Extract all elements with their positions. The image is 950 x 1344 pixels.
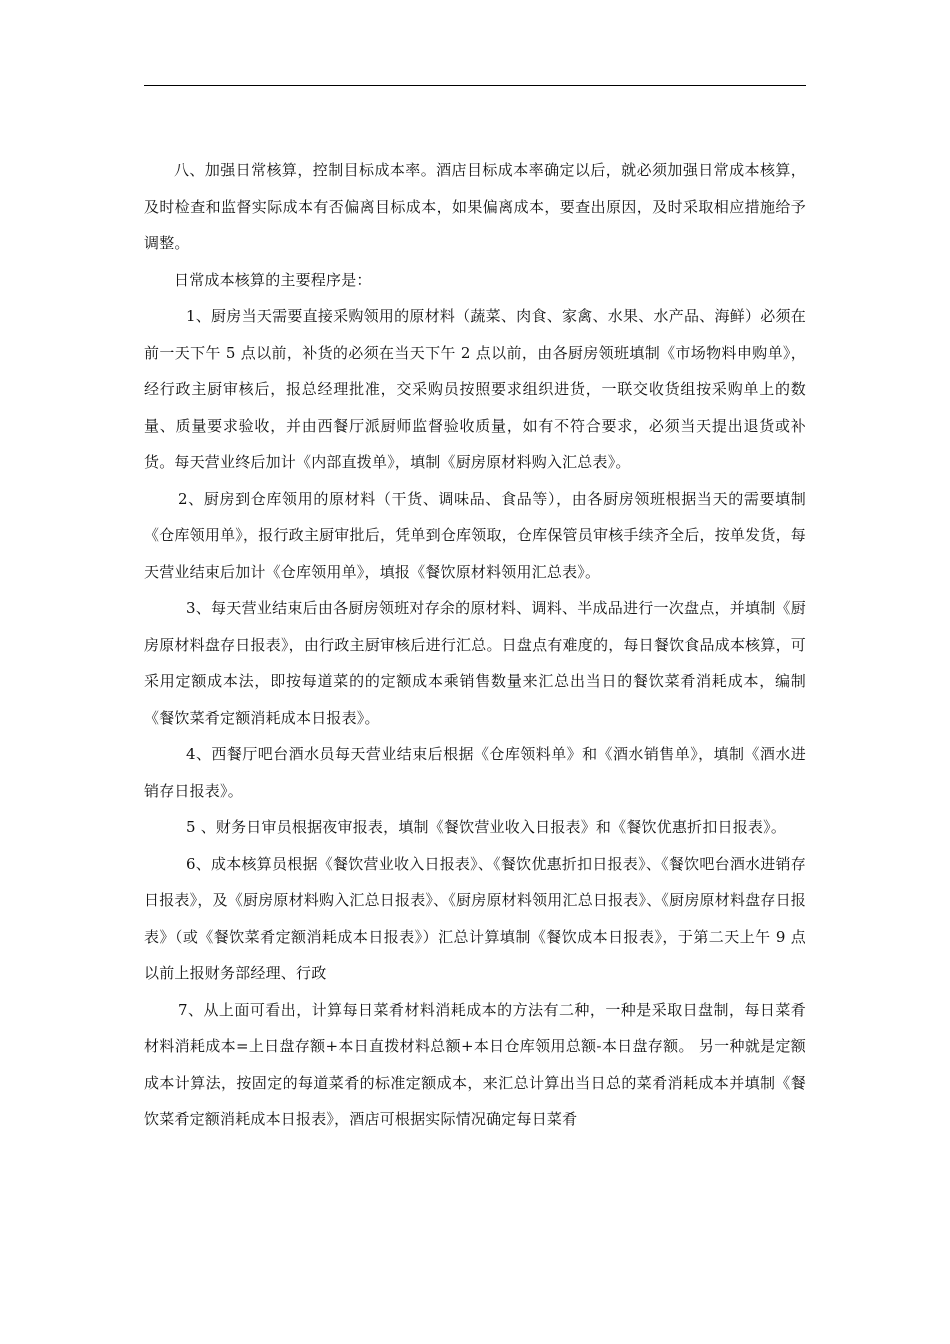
- paragraph-step-2: 2、厨房到仓库领用的原材料（干货、调味品、食品等），由各厨房领班根据当天的需要填制《仓库领用单》，报行政主厨审批后，凭单到仓库领取，仓库保管员审核手续齐全后，按单发货，每天营业结束后加计《仓库领用单》，填报《餐饮原材料领用汇总表》。: [144, 489, 806, 581]
- header-rule: [144, 85, 806, 86]
- document-body: [144, 152, 806, 1138]
- paragraph-procedure-intro: 日常成本核算的主要程序是：: [174, 270, 372, 289]
- paragraph-step-6: 6、成本核算员根据《餐饮营业收入日报表》、《餐饮优惠折扣日报表》、《餐饮吧台酒水进销存日报表》，及《厨房原材料购入汇总日报表》、《厨房原材料领用汇总日报表》、《厨房原材料盘存日报表》（或《餐饮菜肴定额消耗成本日报表》）汇总计算填制《餐饮成本日报表》，于第二天上午 9 点以前上报财务部经理、行政: [144, 854, 806, 982]
- paragraph-step-5: 5 、财务日审员根据夜审报表，填制《餐饮营业收入日报表》和《餐饮优惠折扣日报表》。: [186, 818, 787, 836]
- paragraph-step-7: 7、从上面可看出，计算每日菜肴材料消耗成本的方法有二种，一种是采取日盘制，每日菜肴材料消耗成本=上日盘存额+本日直拨材料总额+本日仓库领用总额-本日盘存额。 另一种就是定额成本计算法，按固定的每道菜肴的标准定额成本，来汇总计算出当日总的菜肴消耗成本并填制《餐饮菜肴定额消耗成本日报表》，酒店可根据实际情况确定每日菜肴: [144, 1000, 806, 1128]
- paragraph-step-4: 4、西餐厅吧台酒水员每天营业结束后根据《仓库领料单》和《酒水销售单》，填制《酒水进销存日报表》。: [144, 745, 806, 800]
- paragraph-section-eight: 八、加强日常核算，控制目标成本率。酒店目标成本率确定以后，就必须加强日常成本核算，及时检查和监督实际成本有否偏离目标成本，如果偏离成本，要查出原因，及时采取相应措施给予调整。: [144, 161, 806, 252]
- paragraph-step-1: 1、厨房当天需要直接采购领用的原材料（蔬菜、肉食、家禽、水果、水产品、海鲜）必须在前一天下午 5 点以前，补货的必须在当天下午 2 点以前，由各厨房领班填制《市场物料申购单》，经行政主厨审核后，报总经理批准，交采购员按照要求组织进货，一联交收货组按采购单上的数量、质量要求验收，并由西餐厅派厨师监督验收质量，如有不符合要求，必须当天提出退货或补货。每天营业终后加计《内部直拨单》，填制《厨房原材料购入汇总表》。: [144, 307, 806, 471]
- paragraph-step-3: 3、每天营业结束后由各厨房领班对存余的原材料、调料、半成品进行一次盘点，并填制《厨房原材料盘存日报表》，由行政主厨审核后进行汇总。日盘点有难度的，每日餐饮食品成本核算，可采用定额成本法，即按每道菜的的定额成本乘销售数量来汇总出当日的餐饮菜肴消耗成本，编制《餐饮菜肴定额消耗成本日报表》。: [144, 599, 806, 727]
